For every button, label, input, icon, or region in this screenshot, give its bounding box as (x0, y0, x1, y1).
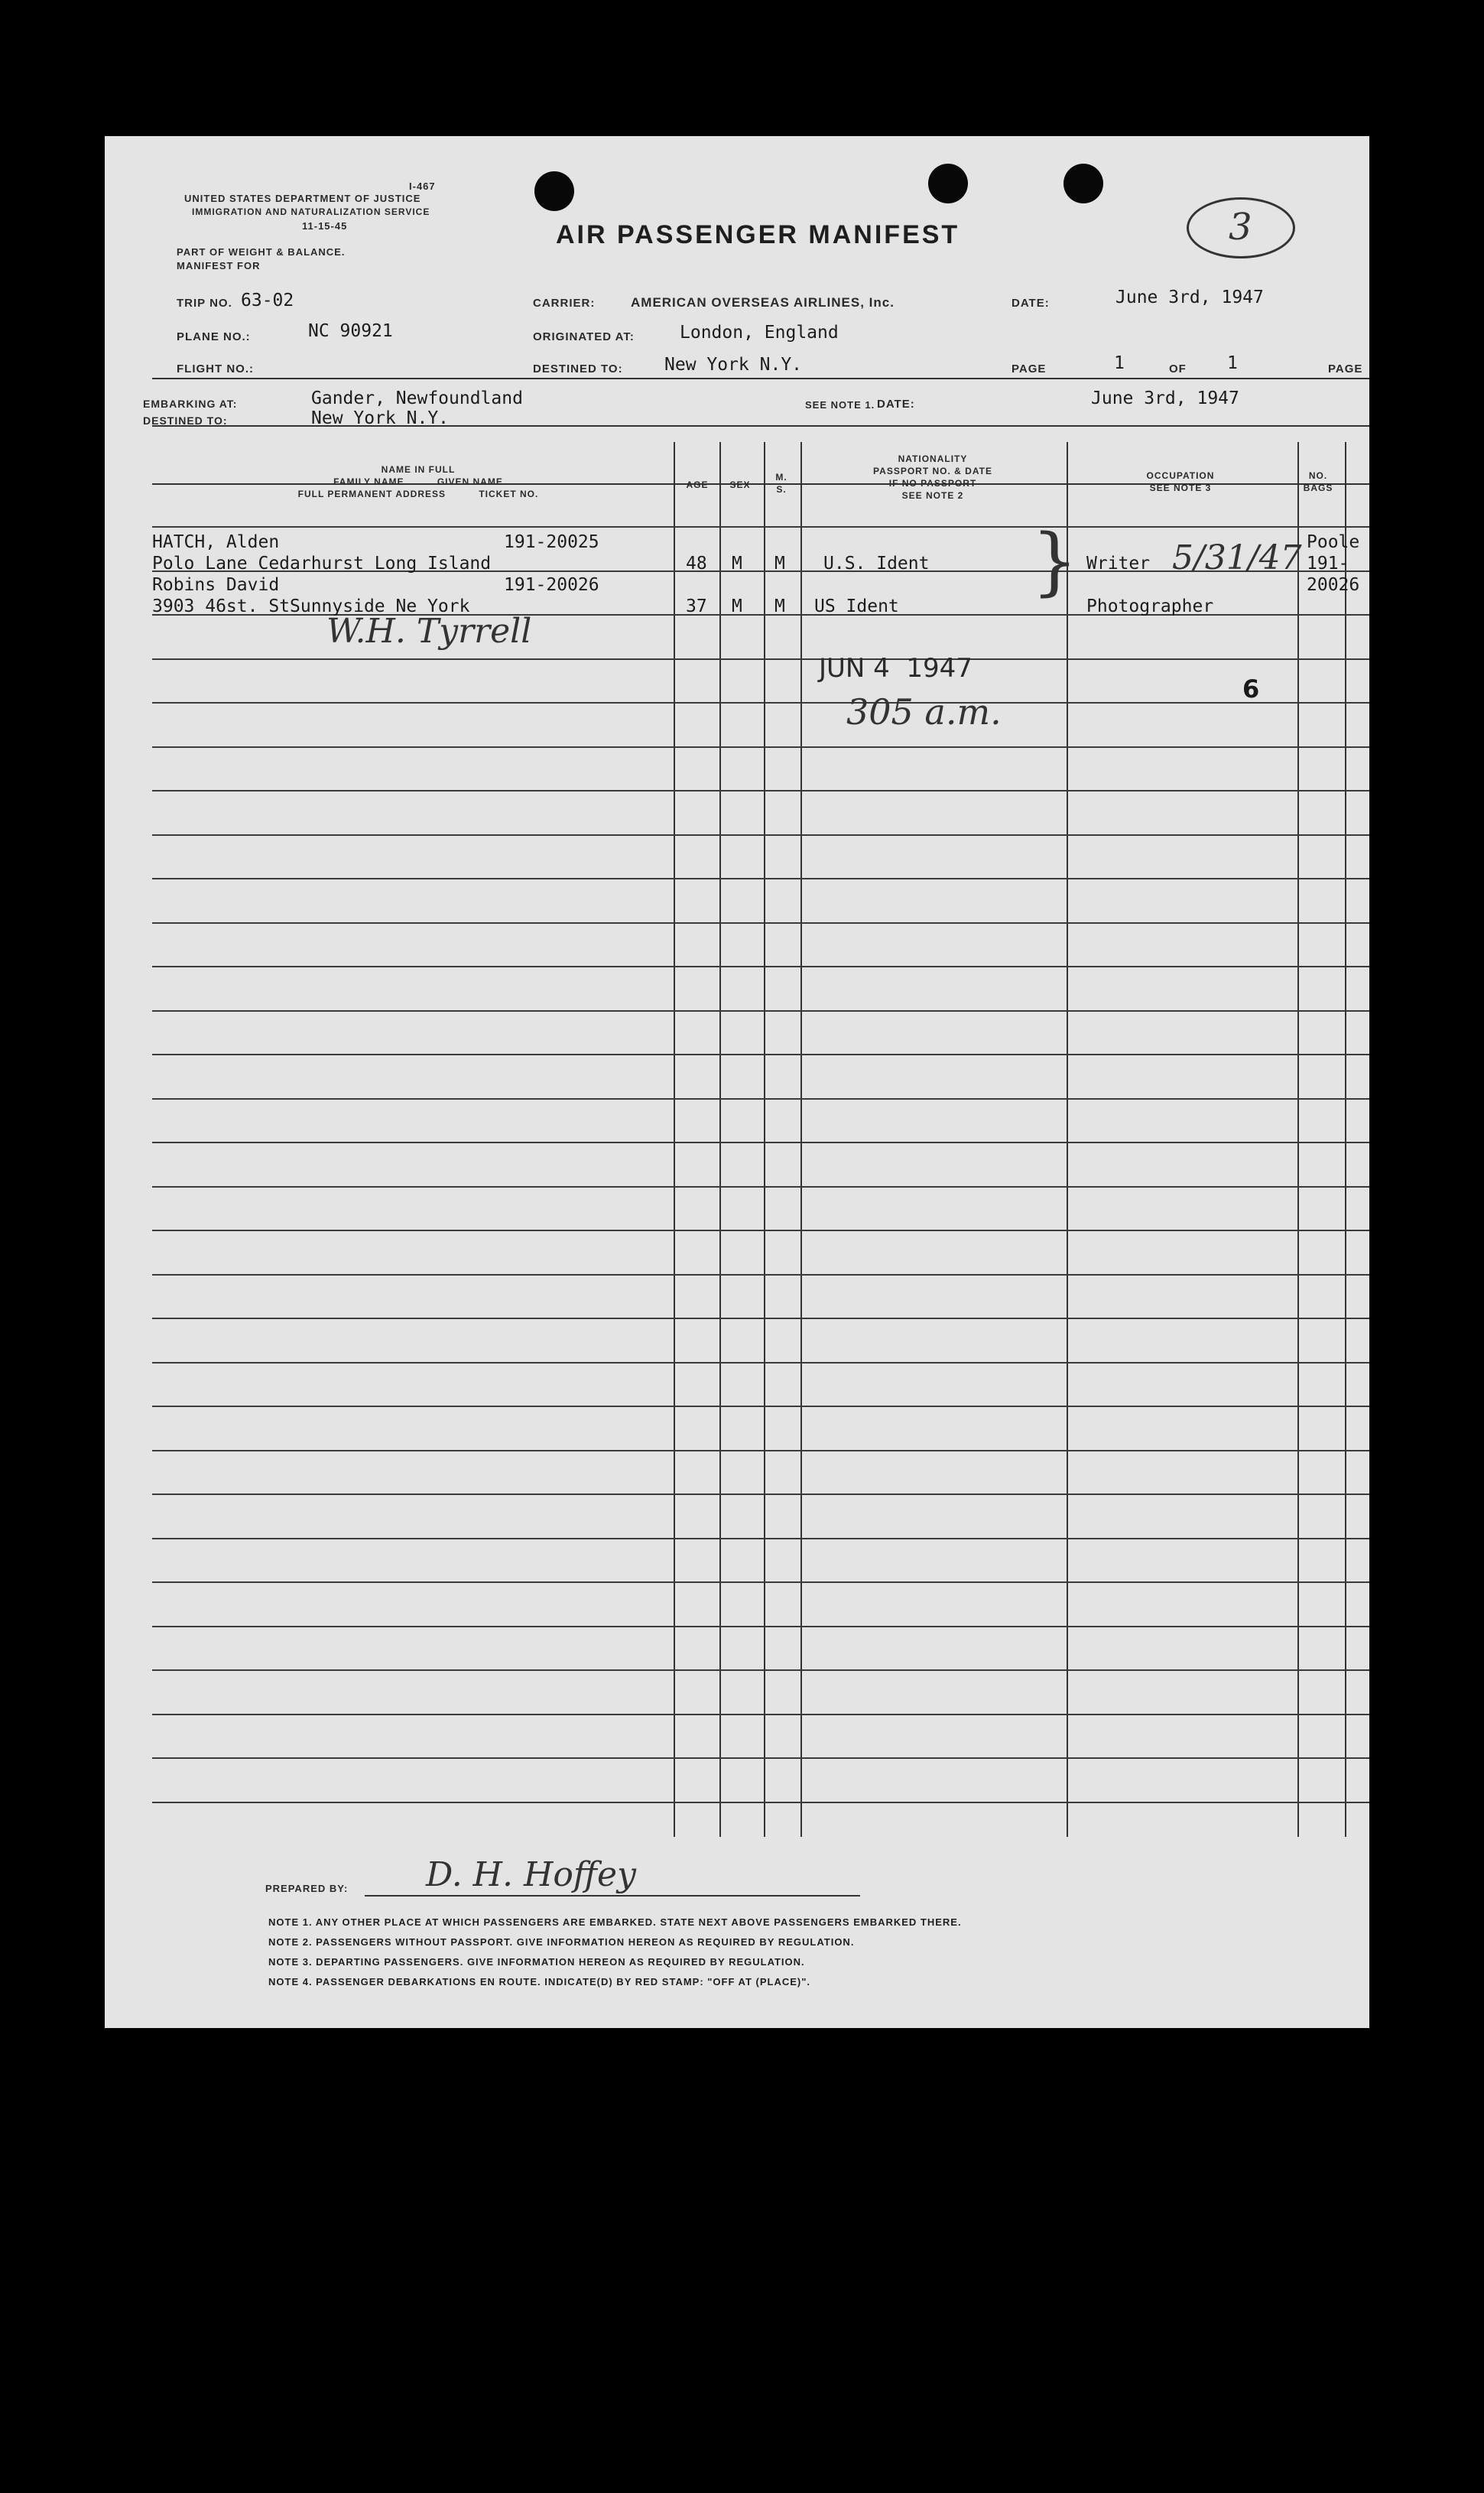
column-rule (1067, 442, 1068, 1837)
column-rule (674, 442, 675, 1837)
name-column-header: NAME IN FULL FAMILY NAME GIVEN NAME FULL PERMANENT ADDRESS TICKET NO. (297, 464, 539, 499)
row-rule (152, 1362, 1369, 1364)
row-rule (152, 1054, 1369, 1055)
signature-annotation: W.H. Tyrrell (326, 612, 532, 651)
embark-date-value: June 3rd, 1947 (1091, 388, 1239, 408)
circled-page-number: 3 (1187, 197, 1295, 258)
note-4: NOTE 4. PASSENGER DEBARKATIONS EN ROUTE. INDICATE(D) BY RED STAMP: "OFF AT (PLACE)". (268, 1976, 811, 1988)
passenger-2-ticket: 191-20026 (504, 575, 599, 595)
column-rule (719, 442, 721, 1837)
punch-hole (928, 164, 968, 203)
page-label-right: PAGE (1328, 362, 1363, 375)
trip-value: 63-02 (241, 291, 294, 310)
row-rule (152, 1626, 1369, 1627)
of-value: 1 (1227, 353, 1238, 373)
page-title: AIR PASSENGER MANIFEST (556, 220, 960, 249)
flight-label: FLIGHT NO.: (177, 362, 254, 375)
row-rule (152, 966, 1369, 967)
row-rule (152, 658, 1369, 660)
row-rule (152, 1538, 1369, 1539)
column-rule (764, 442, 765, 1837)
of-label: OF (1169, 362, 1187, 375)
punch-hole (534, 171, 574, 211)
row-rule (152, 1318, 1369, 1319)
row-rule (152, 746, 1369, 748)
embark-destined-value: New York N.Y. (311, 408, 450, 428)
destined-label: DESTINED TO: (533, 362, 623, 375)
trip-label: TRIP NO. (177, 297, 232, 310)
prepared-by-label: PREPARED BY: (265, 1883, 349, 1894)
page-label: PAGE (1012, 362, 1047, 375)
row-rule (152, 1010, 1369, 1012)
row-rule (152, 702, 1369, 704)
row-rule (152, 1142, 1369, 1143)
row-rule (152, 1230, 1369, 1231)
plane-label: PLANE NO.: (177, 330, 251, 343)
originated-value: London, England (680, 323, 839, 343)
row-rule (152, 1802, 1369, 1803)
passenger-1-bags-2: 191- (1307, 554, 1349, 574)
see-note-1: SEE NOTE 1. (805, 399, 875, 411)
stamp-date: JUN 4 1947 (819, 653, 973, 684)
prepared-by-signature: D. H. Hoffey (426, 1855, 636, 1894)
brace-mark: } (1031, 518, 1079, 604)
sex-column-header: SEX (729, 479, 751, 490)
note-3: NOTE 3. DEPARTING PASSENGERS. GIVE INFORMATION HEREON AS REQUIRED BY REGULATION. (268, 1956, 805, 1968)
destined-value: New York N.Y. (664, 355, 803, 375)
stamp-time: 305 a.m. (846, 691, 1002, 733)
row-rule (152, 1669, 1369, 1671)
passenger-1-name: HATCH, Alden (152, 532, 280, 552)
note-2: NOTE 2. PASSENGERS WITHOUT PASSPORT. GIVE INFORMATION HEREON AS REQUIRED BY REGULATION. (268, 1936, 855, 1948)
passenger-2-age: 37 (686, 596, 707, 616)
embarking-value: Gander, Newfoundland (311, 388, 523, 408)
passenger-1-sex: M (732, 554, 742, 574)
column-rule (800, 442, 802, 1837)
date-value: June 3rd, 1947 (1115, 288, 1264, 307)
punch-hole (1063, 164, 1103, 203)
row-rule (152, 1098, 1369, 1100)
date-label: DATE: (1012, 297, 1050, 310)
passenger-2-name: Robins David (152, 575, 280, 595)
part-of-label: PART OF WEIGHT & BALANCE. (177, 246, 346, 258)
passenger-2-nationality: US Ident (814, 596, 899, 616)
note-1: NOTE 1. ANY OTHER PLACE AT WHICH PASSENGERS ARE EMBARKED. STATE NEXT ABOVE PASSENGERS EMBARKED THERE. (268, 1916, 962, 1928)
row-rule (152, 922, 1369, 924)
row-rule (152, 1450, 1369, 1451)
passenger-2-sex: M (732, 596, 742, 616)
age-column-header: AGE (686, 479, 709, 490)
department: UNITED STATES DEPARTMENT OF JUSTICE (184, 193, 421, 204)
passenger-1-bags: Poole (1307, 532, 1360, 552)
column-rule (1345, 442, 1346, 1837)
carrier-value: AMERICAN OVERSEAS AIRLINES, Inc. (631, 295, 895, 310)
passenger-1-address: Polo Lane Cedarhurst Long Island (152, 554, 492, 574)
row-rule (152, 1494, 1369, 1495)
nationality-column-header: NATIONALITY PASSPORT NO. & DATE IF NO PASSPORT SEE NOTE 2 (873, 453, 992, 501)
page-value: 1 (1114, 353, 1125, 373)
passenger-1-age: 48 (686, 554, 707, 574)
form-date: 11-15-45 (302, 220, 348, 232)
embark-date-label: DATE: (877, 398, 915, 411)
row-rule (152, 1581, 1369, 1583)
embarking-label: EMBARKING AT: (143, 398, 238, 410)
row-rule (152, 834, 1369, 836)
row-rule (152, 1714, 1369, 1715)
passenger-1-ms: M (774, 554, 785, 574)
passenger-1-ticket: 191-20025 (504, 532, 599, 552)
header-rule (152, 378, 1369, 379)
bags-column-header: NO. BAGS (1303, 470, 1333, 493)
row-rule (152, 1757, 1369, 1759)
row-rule (152, 1274, 1369, 1276)
row-rule (152, 790, 1369, 791)
originated-label: ORIGINATED AT: (533, 330, 635, 343)
row-rule (152, 1186, 1369, 1188)
passenger-2-occupation: Photographer (1086, 596, 1214, 616)
carrier-label: CARRIER: (533, 297, 596, 310)
plane-value: NC 90921 (308, 321, 393, 341)
manifest-for-label: MANIFEST FOR (177, 260, 261, 271)
margin-number: 6 (1242, 674, 1260, 704)
passenger-1-nationality: U.S. Ident (823, 554, 930, 574)
row-rule (152, 878, 1369, 879)
prepared-by-line (365, 1895, 860, 1897)
manifest-sheet (105, 136, 1369, 2028)
occupation-column-header: OCCUPATION SEE NOTE 3 (1146, 470, 1215, 493)
passenger-2-bags: 20026 (1307, 575, 1360, 595)
ms-column-header: M. S. (775, 472, 787, 495)
embark-destined-label: DESTINED TO: (143, 414, 228, 427)
passenger-2-address: 3903 46st. StSunnyside Ne York (152, 596, 470, 616)
service: IMMIGRATION AND NATURALIZATION SERVICE (192, 206, 430, 217)
form-number: I-467 (409, 180, 436, 192)
passenger-1-occupation: Writer (1086, 554, 1151, 574)
passenger-2-ms: M (774, 596, 785, 616)
hand-date: 5/31/47 (1172, 538, 1302, 577)
column-rule (1297, 442, 1299, 1837)
row-rule (152, 526, 1369, 528)
row-rule (152, 1406, 1369, 1407)
